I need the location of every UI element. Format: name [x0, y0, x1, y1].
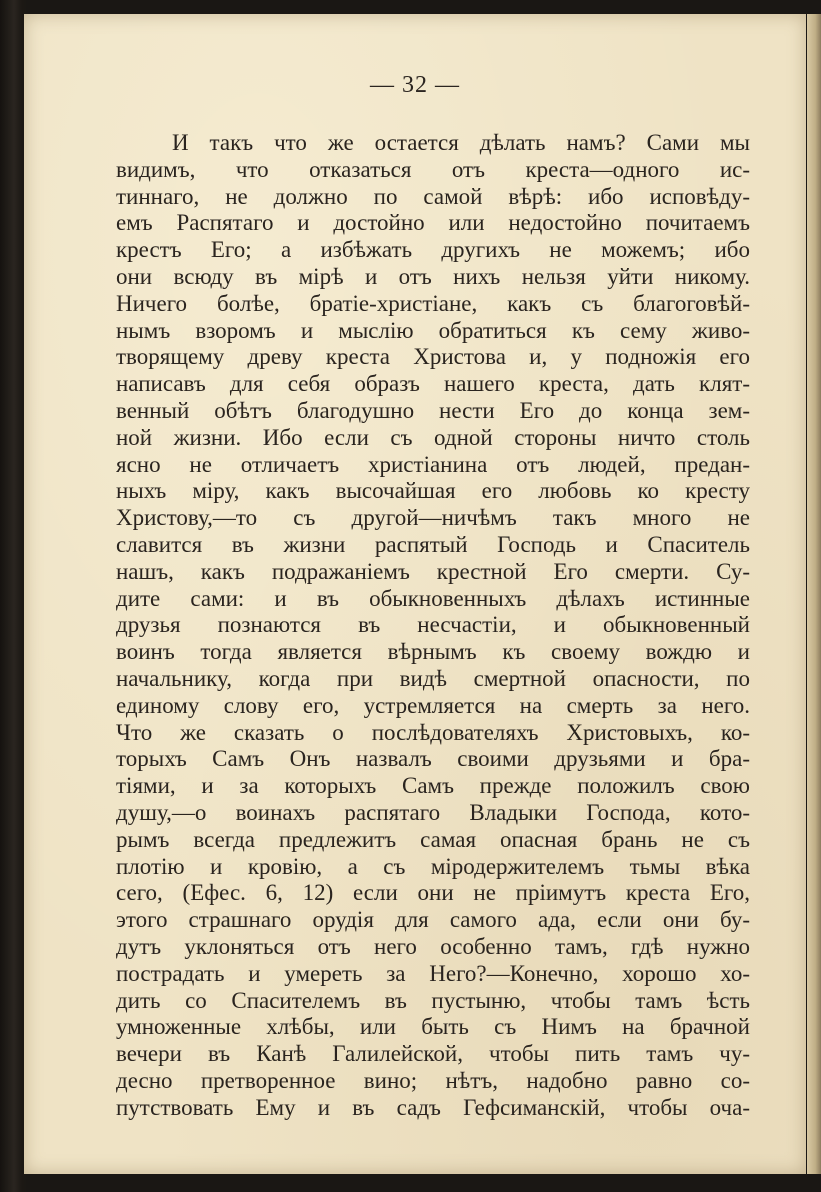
text-line: воинъ тогда является вѣрнымъ къ своему вождю и [116, 639, 750, 665]
text-line: творящему древу креста Христова и, у подножія его [116, 344, 750, 370]
text-line: этого страшнаго орудія для самого ада, если они бу- [116, 907, 750, 933]
text-line: написавъ для себя образъ нашего креста, дать клят- [116, 371, 750, 397]
text-line: ясно не отличаетъ христіанина отъ людей, предан- [116, 451, 750, 477]
text-line: славится въ жизни распятый Господь и Спаситель [116, 531, 750, 557]
text-line: И такъ что же остается дѣлать намъ? Сами мы [172, 130, 750, 155]
text-line: дутъ уклоняться отъ него особенно тамъ, гдѣ нужно [116, 933, 750, 959]
body-text [116, 130, 750, 1121]
text-line: начальнику, когда при видѣ смертной опасности, по [116, 665, 750, 691]
text-line: Ничего болѣе, братіе-христіане, какъ съ благоговѣй- [116, 290, 750, 316]
text-line: друзья познаются въ несчастіи, и обыкновенный [116, 612, 750, 638]
text-line: ной жизни. Ибо если съ одной стороны ничто столь [116, 424, 750, 450]
text-line: видимъ, что отказаться отъ креста—одного ис- [116, 156, 750, 182]
text-line: венный обѣтъ благодушно нести Его до конца зем- [116, 397, 750, 423]
text-line: сего, (Ефес. 6, 12) если они не пріимутъ креста Его, [116, 880, 750, 906]
text-line: дите сами: и въ обыкновенныхъ дѣлахъ истинные [116, 585, 750, 611]
text-line: умноженные хлѣбы, или быть съ Нимъ на брачной [116, 1014, 750, 1040]
text-line: крестъ Его; а избѣжать другихъ не можемъ; ибо [116, 237, 750, 263]
text-line: тиннаго, не должно по самой вѣрѣ: ибо исповѣду- [116, 183, 750, 209]
text-line: душу,—о воинахъ распятаго Владыки Господа, кото- [116, 799, 750, 825]
text-line: ныхъ міру, какъ высочайшая его любовь ко кресту [116, 478, 750, 504]
text-line: рымъ всегда предлежитъ самая опасная брань не съ [116, 826, 750, 852]
text-line: торыхъ Самъ Онъ назвалъ своими друзьями и бра- [116, 746, 750, 772]
text-line: путствовать Ему и въ садъ Гефсиманскій, чтобы оча- [116, 1094, 750, 1120]
text-line: Что же сказать о послѣдователяхъ Христовыхъ, ко- [116, 719, 750, 745]
text-line: плотію и кровію, а съ міродержителемъ тьмы вѣка [116, 853, 750, 879]
text-line: нашъ, какъ подражаніемъ крестной Его смерти. Су- [116, 558, 750, 584]
text-line: единому слову его, устремляется на смерть за него. [116, 692, 750, 718]
text-line: емъ Распятаго и достойно или недостойно почитаемъ [116, 210, 750, 236]
text-line: нымъ взоромъ и мыслію обратиться къ сему живо- [116, 317, 750, 343]
text-line: тіями, и за которыхъ Самъ прежде положилъ свою [116, 773, 750, 799]
book-page [24, 14, 806, 1174]
text-line: десно претворенное вино; нѣтъ, надобно равно со- [116, 1067, 750, 1093]
page-edge [807, 14, 821, 1174]
text-line: Христову,—то съ другой—ничѣмъ такъ много не [116, 505, 750, 531]
page-number: — 32 — [370, 72, 460, 98]
text-line: вечери въ Канѣ Галилейской, чтобы пить тамъ чу- [116, 1041, 750, 1067]
text-line: дить со Спасителемъ въ пустыню, чтобы тамъ ѣсть [116, 987, 750, 1013]
text-line: пострадать и умереть за Него?—Конечно, хорошо хо- [116, 960, 750, 986]
text-line: они всюду въ мірѣ и отъ нихъ нельзя уйти никому. [116, 263, 750, 289]
